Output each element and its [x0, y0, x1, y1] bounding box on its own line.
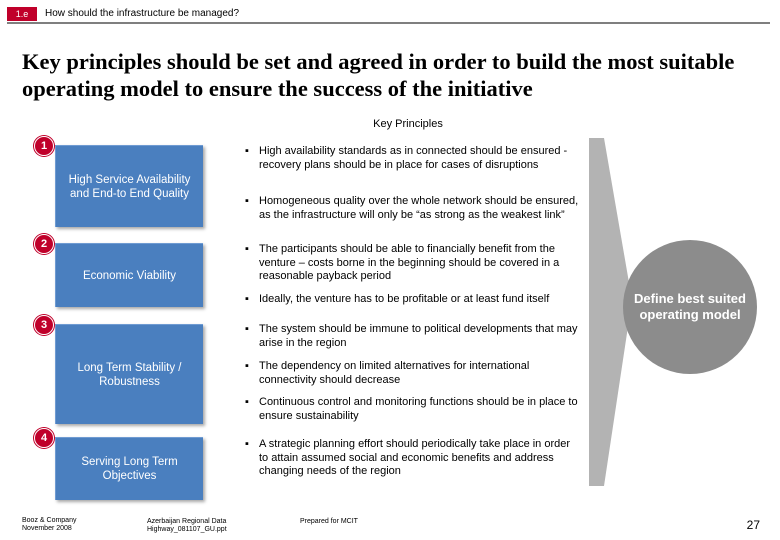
principle-number-2: 2	[34, 234, 54, 254]
bullet-control-monitoring: ▪ Continuous control and monitoring functions should be in place to ensure sustainability	[245, 396, 580, 423]
principle-box-long-term-stability: Long Term Stability / Robustness	[55, 324, 203, 424]
page-number: 27	[746, 518, 760, 532]
bullet-profitable: ▪ Ideally, the venture has to be profitable or at least fund itself	[245, 293, 580, 307]
principle-number-4: 4	[34, 428, 54, 448]
footer-prepared-for: Prepared for MCIT	[300, 518, 358, 525]
footer-company: Booz & Company	[22, 517, 77, 524]
outcome-text: Define best suited operating model	[634, 291, 746, 322]
slide-title: Key principles should be set and agreed in order to build the most suitable operating model to ensure the success of the initiative	[22, 49, 735, 101]
bullet-connectivity-dependency: ▪ The dependency on limited alternatives for international connectivity should decrease	[245, 360, 580, 387]
principle-box-high-service: High Service Availability and End-to End Quality	[55, 145, 203, 227]
bullet-strategic-planning: ▪ A strategic planning effort should periodically take place in order to attain assumed social and economic benefits and address changing needs of the region	[245, 438, 580, 479]
principle-number-3: 3	[34, 315, 54, 335]
footer-doc-file: Highway_081107_GU.ppt	[147, 526, 227, 533]
bullet-homogeneous-quality: ▪ Homogeneous quality over the whole network should be ensured, as the infrastructure will only be “as strong as the weakest link”	[245, 195, 580, 222]
principle-box-economic-viability: Economic Viability	[55, 243, 203, 307]
key-principles-label: Key Principles	[373, 118, 443, 130]
bullet-high-availability: ▪ High availability standards as in connected should be ensured - recovery plans should be in place for cases of disruptions	[245, 145, 580, 172]
bullet-political-immunity: ▪ The system should be immune to political developments that may arise in the region	[245, 323, 580, 350]
footer-date: November 2008	[22, 525, 72, 532]
header-question: How should the infrastructure be managed?	[45, 8, 240, 19]
footer-document-block	[147, 518, 227, 534]
footer-company-block	[22, 517, 76, 533]
section-tag: 1.e	[7, 7, 37, 21]
principle-box-long-term-objectives: Serving Long Term Objectives	[55, 437, 203, 500]
bullet-financial-benefit: ▪ The participants should be able to financially benefit from the venture – costs borne in the beginning should be covered in a reasonable payback period	[245, 243, 580, 284]
footer-doc-title: Azerbaijan Regional Data	[147, 518, 227, 525]
principle-number-1: 1	[34, 136, 54, 156]
